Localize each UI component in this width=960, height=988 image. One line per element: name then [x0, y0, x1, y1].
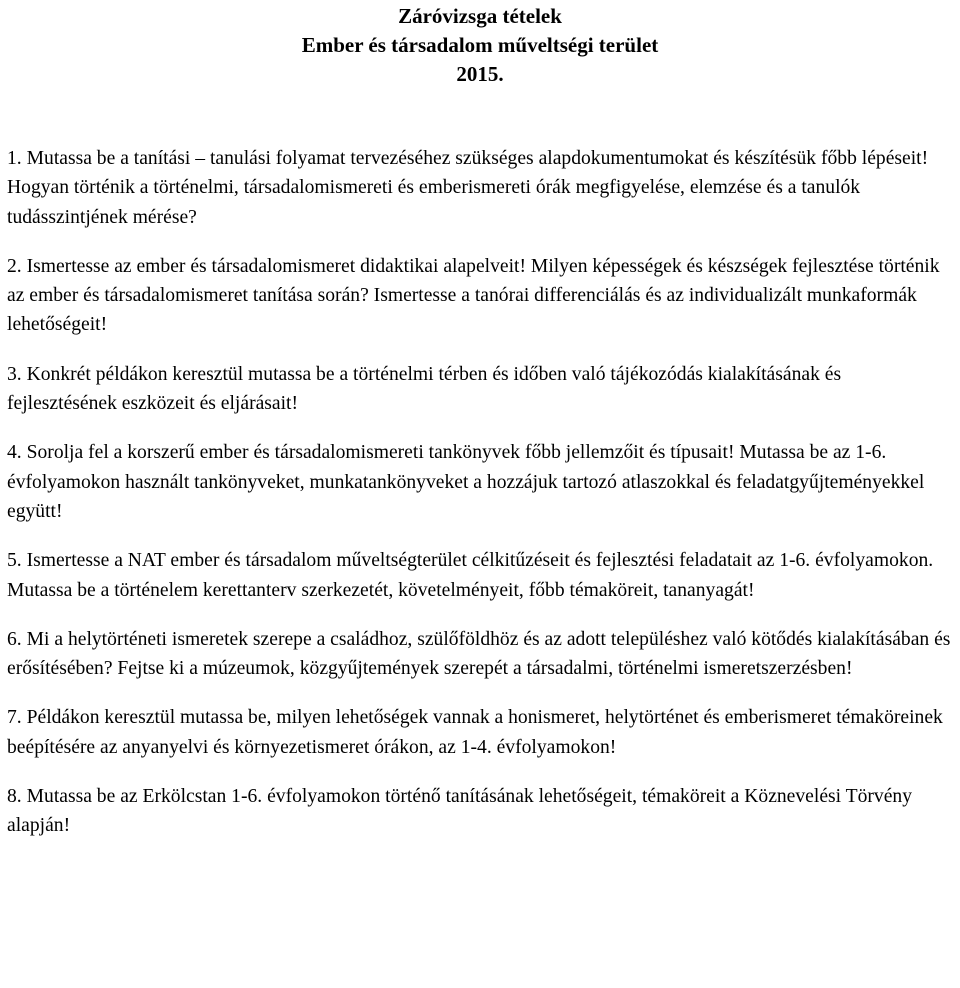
title-line-1: Záróvizsga tételek: [398, 4, 562, 28]
exam-topic-6: 6. Mi a helytörténeti ismeretek szerepe a családhoz, szülőföldhöz és az adott településhez való kötődés kialakításában és erősítésében? Fejtse ki a múzeumok, közgyűjtemények szerepét a társadalmi, történelmi ismeretszerzésben!: [7, 628, 951, 680]
document-header: [0, 2, 960, 89]
exam-topic-7: 7. Példákon keresztül mutassa be, milyen lehetőségek vannak a honismeret, helytörténet és emberismeret témaköreinek beépítésére az anyanyelvi és környezetismeret órákon, az 1-4. évfolyamokon!: [7, 707, 943, 758]
exam-topic-3: 3. Konkrét példákon keresztül mutassa be a történelmi térben és időben való tájékozódás kialakításának és fejlesztésének eszközeit és eljárásait!: [7, 363, 842, 415]
title-line-3: 2015.: [456, 62, 504, 86]
title-line-2: Ember és társadalom műveltségi terület: [301, 33, 659, 57]
exam-topic-4: 4. Sorolja fel a korszerű ember és társadalomismereti tankönyvek főbb jellemzőit és típusait! Mutassa be az 1-6. évfolyamokon használt tankönyveket, munkatankönyveket a hozzájuk tartozó atlaszokkal és feladatgyűjteményekkel együtt!: [7, 442, 925, 522]
exam-topic-list: [7, 144, 953, 841]
exam-topic-8: 8. Mutassa be az Erkölcstan 1-6. évfolyamokon történő tanításának lehetőségeit, témaköreit a Köznevelési Törvény alapján!: [7, 786, 913, 837]
exam-topic-5: 5. Ismertesse a NAT ember és társadalom műveltségterület célkitűzéseit és fejlesztési feladatait az 1-6. évfolyamokon. Mutassa be a történelem kerettanterv szerkezetét, követelményeit, főbb témaköreit, tananyagát!: [7, 550, 934, 601]
exam-topic-2: 2. Ismertesse az ember és társadalomismeret didaktikai alapelveit! Milyen képességek és készségek fejlesztése történik az ember és társadalomismeret tanítása során? Ismertesse a tanórai differenciálás és az individualizált munkaformák lehetőségeit!: [7, 255, 940, 336]
exam-topic-1: 1. Mutassa be a tanítási – tanulási folyamat tervezéséhez szükséges alapdokumentumokat és készítésük főbb lépéseit! Hogyan történik a történelmi, társadalomismereti és emberismereti órák megfigyelése, elemzése és a tanulók tudásszintjének mérése?: [7, 148, 929, 228]
